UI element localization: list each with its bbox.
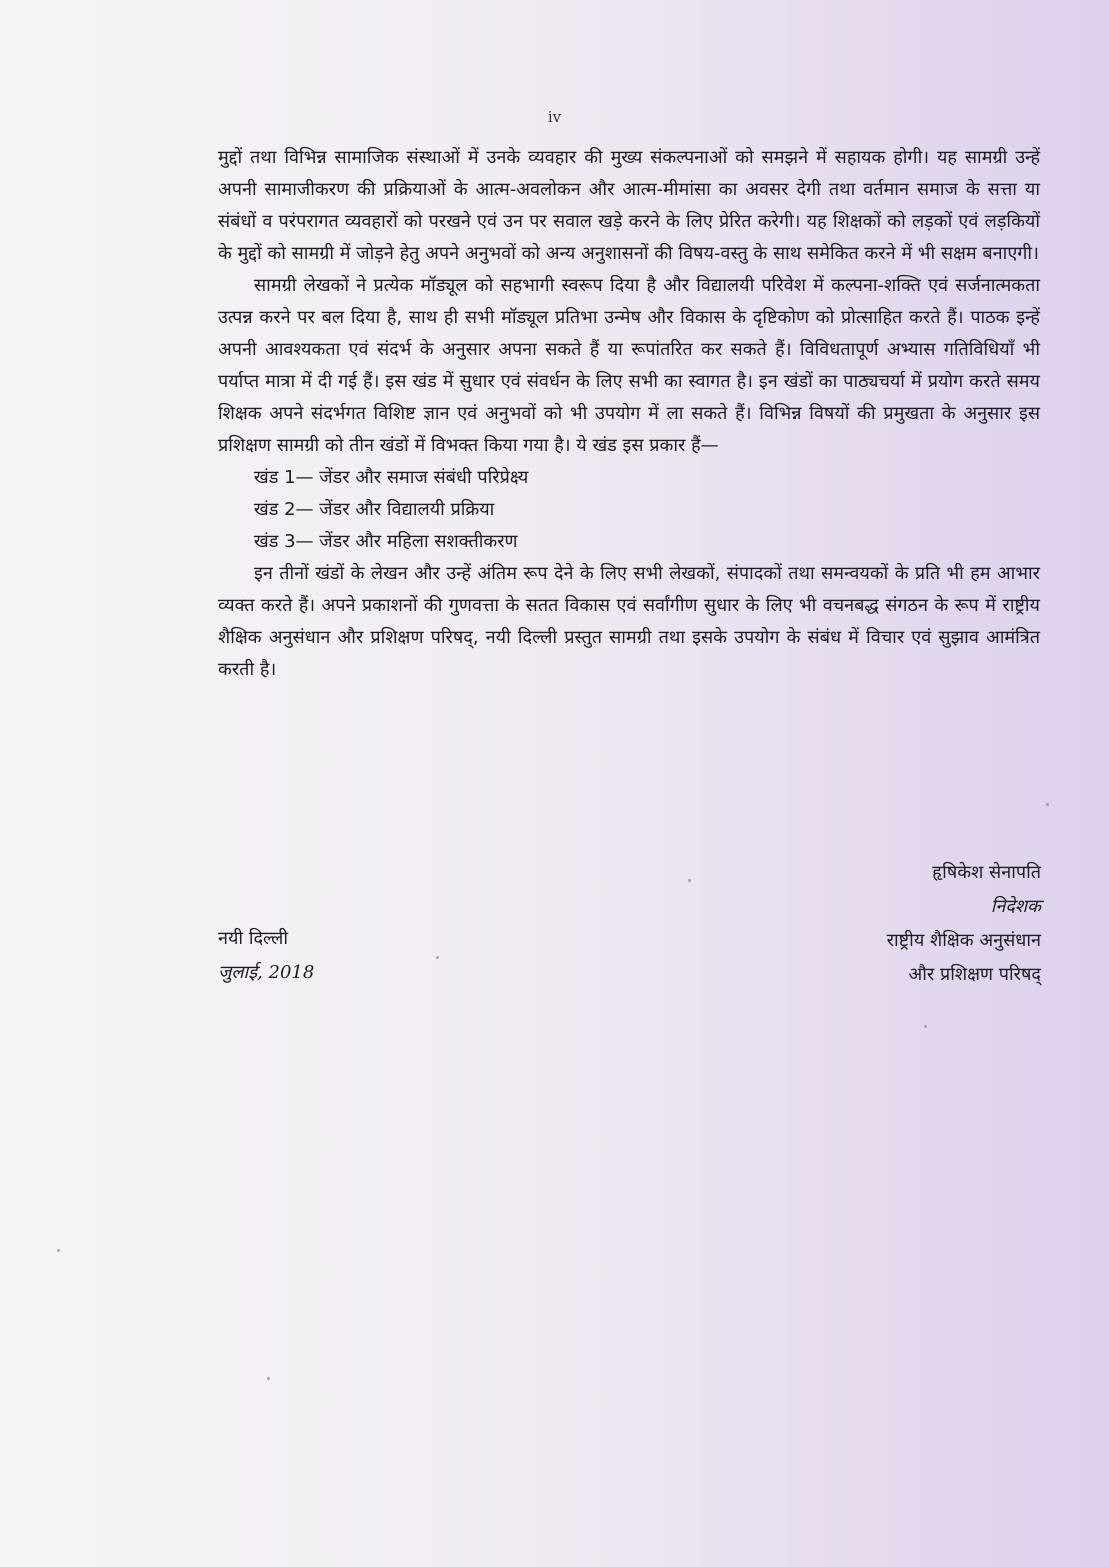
list-item: खंड 2— जेंडर और विद्यालयी प्रक्रिया (254, 499, 495, 520)
list-item: खंड 1— जेंडर और समाज संबंधी परिप्रेक्ष्य (254, 467, 529, 488)
signatory-org-line-1: राष्ट्रीय शैक्षिक अनुसंधान (886, 930, 1041, 951)
place: नयी दिल्ली (218, 928, 289, 949)
signatory-name: हृषिकेश सेनापति (932, 862, 1041, 883)
date: जुलाई, 2018 (218, 962, 315, 983)
paragraph-2: सामग्री लेखकों ने प्रत्येक मॉड्यूल को सहभागी स्वरूप दिया है और विद्यालयी परिवेश में कल्पना-शक्ति एवं सर्जनात्मकता उत्पन्न करने पर बल दिया है, साथ ही सभी मॉड्यूल प्रतिभा उन्मेष और विकास के दृष्टिकोण को प्रोत्साहित करते हैं। पाठक इन्हें अपनी आवश्यकता एवं संदर्भ के अनुसार अपना सकते हैं या रूपांतरित कर सकते हैं। विविधतापूर्ण अभ्यास गतिविधियाँ भी पर्याप्त मात्रा में दी गई हैं। इस खंड में सुधार एवं संवर्धन के लिए सभी का स्वागत है। इन खंडों का पाठ्यचर्या में प्रयोग करते समय शिक्षक अपने संदर्भगत विशिष्ट ज्ञान एवं अनुभवों को भी उपयोग में ला सकते हैं। विभिन्न विषयों की प्रमुखता के अनुसार इस प्रशिक्षण सामग्री को तीन खंडों में विभक्त किया गया है। ये खंड इस प्रकार हैं— (218, 275, 1040, 456)
scan-speck (924, 1025, 927, 1028)
scan-speck (267, 1377, 270, 1380)
scan-speck (1046, 803, 1049, 806)
page-number: iv (547, 108, 562, 126)
list-item: खंड 3— जेंडर और महिला सशक्तीकरण (254, 531, 518, 552)
scan-speck (688, 879, 691, 882)
place-date-block (218, 922, 314, 990)
body-text (218, 142, 1040, 686)
paragraph-3: इन तीनों खंडों के लेखन और उन्हें अंतिम रूप देने के लिए सभी लेखकों, संपादकों तथा समन्वयकों के प्रति भी हम आभार व्यक्त करते हैं। अपने प्रकाशनों की गुणवत्ता के सतत विकास एवं सर्वांगीण सुधार के लिए भी वचनबद्ध संगठन के रूप में राष्ट्रीय शैक्षिक अनुसंधान और प्रशिक्षण परिषद्, नयी दिल्ली प्रस्तुत सामग्री तथा इसके उपयोग के संबंध में विचार एवं सुझाव आमंत्रित करती है। (218, 563, 1040, 680)
paragraph-1: मुद्दों तथा विभिन्न सामाजिक संस्थाओं में उनके व्यवहार की मुख्य संकल्पनाओं को समझने में सहायक होगी। यह सामग्री उन्हें अपनी सामाजीकरण की प्रक्रियाओं के आत्म-अवलोकन और आत्म-मीमांसा का अवसर देगी तथा वर्तमान समाज के सत्ता या संबंधों व परंपरागत व्यवहारों को परखने एवं उन पर सवाल खड़े करने के लिए प्रेरित करेगी। यह शिक्षकों को लड़कों एवं लड़कियों के मुद्दों को सामग्री में जोड़ने हेतु अपने अनुभवों को अन्य अनुशासनों की विषय-वस्तु के साथ समेकित करने में भी सक्षम बनाएगी। (218, 147, 1040, 264)
scan-speck (57, 1249, 60, 1252)
khand-list (218, 462, 1040, 558)
signatory-role: निदेशक (990, 896, 1041, 917)
signatory-org-line-2: और प्रशिक्षण परिषद् (908, 964, 1041, 985)
signature-block (887, 856, 1041, 992)
scan-speck (436, 956, 439, 959)
